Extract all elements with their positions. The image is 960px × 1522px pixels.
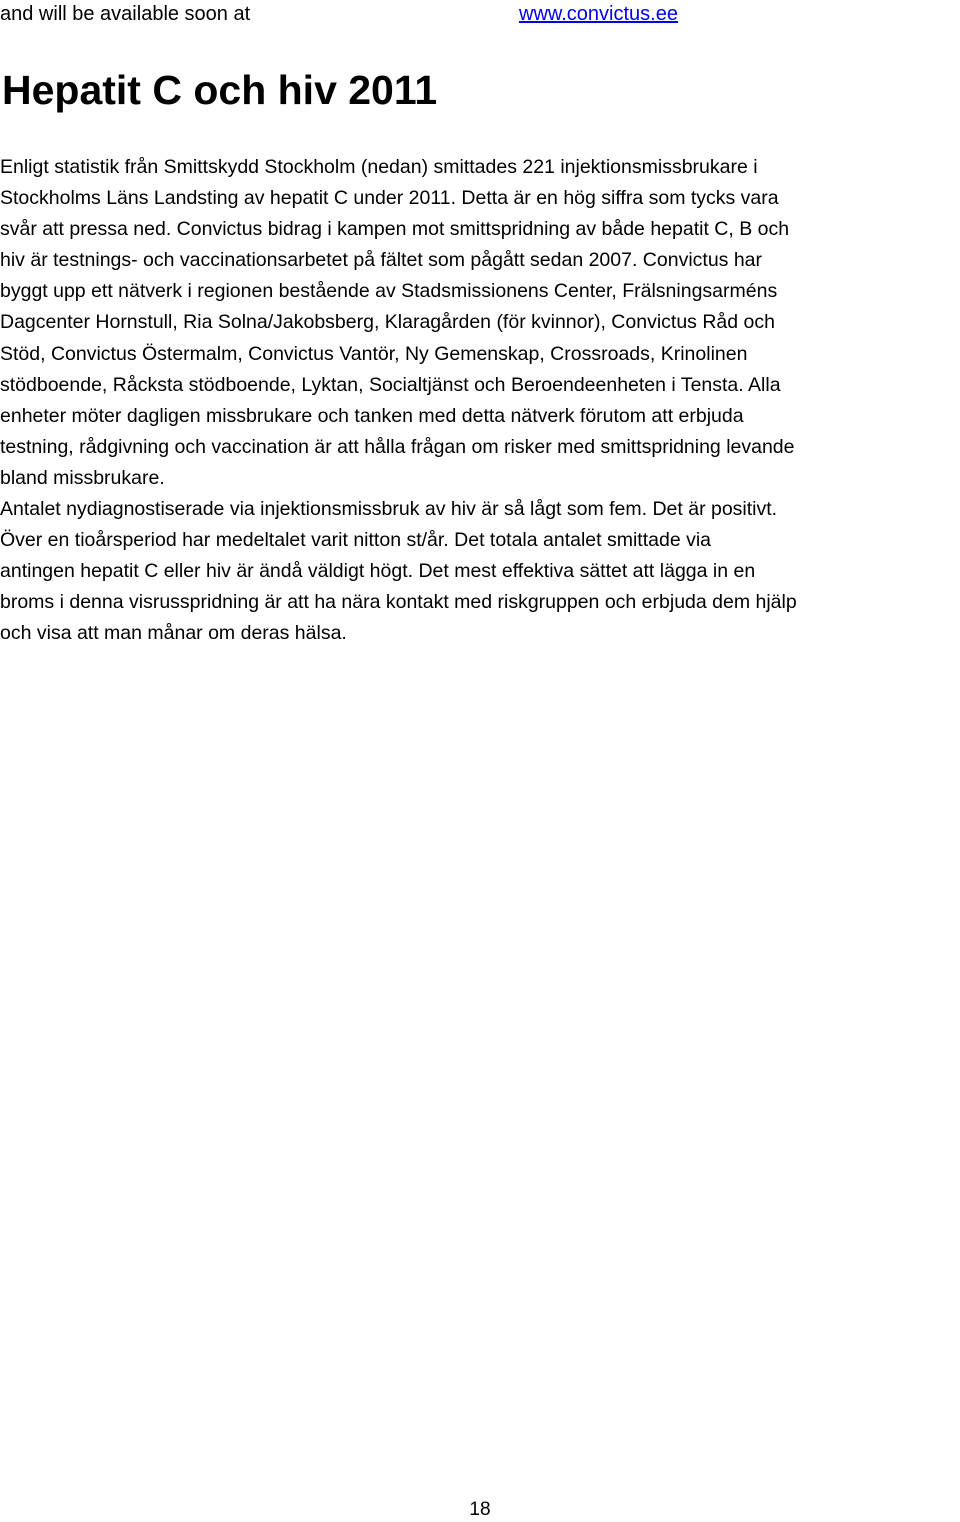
- text-line: testning, rådgivning och vaccination är att hålla frågan om risker med smittspridning levande: [0, 435, 795, 458]
- header-line: [0, 0, 960, 30]
- text-line: enheter möter dagligen missbrukare och tanken med detta nätverk förutom att erbjuda: [0, 404, 744, 427]
- text-line: broms i denna visrusspridning är att ha nära kontakt med riskgruppen och erbjuda dem hjälp: [0, 591, 797, 614]
- text-line: Dagcenter Hornstull, Ria Solna/Jakobsberg, Klaragården (för kvinnor), Convictus Råd och: [0, 311, 775, 334]
- body-paragraph: [0, 152, 960, 650]
- page-title: Hepatit C och hiv 2011: [2, 67, 438, 113]
- text-line: svår att pressa ned. Convictus bidrag i kampen mot smittspridning av både hepatit C, B och: [0, 218, 790, 241]
- header-lead-text: and will be available soon at: [0, 3, 251, 25]
- text-line: Antalet nydiagnostiserade via injektionsmissbruk av hiv är så lågt som fem. Det är positivt.: [0, 498, 778, 521]
- text-line: antingen hepatit C eller hiv är ändå väldigt högt. Det mest effektiva sättet att lägga in en: [0, 560, 756, 583]
- text-line: bland missbrukare.: [0, 466, 165, 489]
- text-line: och visa att man månar om deras hälsa.: [0, 622, 347, 645]
- text-line: Över en tioårsperiod har medeltalet varit nitton st/år. Det totala antalet smittade via: [0, 529, 712, 552]
- text-line: Stockholms Läns Landsting av hepatit C under 2011. Detta är en hög siffra som tycks vara: [0, 187, 779, 210]
- text-line: stödboende, Råcksta stödboende, Lyktan, Socialtjänst och Beroendeenheten i Tensta. Alla: [0, 373, 781, 396]
- page-number: 18: [469, 1499, 491, 1520]
- text-line: Enligt statistik från Smittskydd Stockholm (nedan) smittades 221 injektionsmissbrukare i: [0, 156, 758, 178]
- text-line: hiv är testnings- och vaccinationsarbetet på fältet som pågått sedan 2007. Convictus har: [0, 249, 763, 272]
- text-line: Stöd, Convictus Östermalm, Convictus Vantör, Ny Gemenskap, Crossroads, Krinolinen: [0, 342, 748, 365]
- text-line: byggt upp ett nätverk i regionen bestående av Stadsmissionens Center, Frälsningsarméns: [0, 280, 778, 303]
- convictus-link[interactable]: www.convictus.ee: [519, 3, 678, 25]
